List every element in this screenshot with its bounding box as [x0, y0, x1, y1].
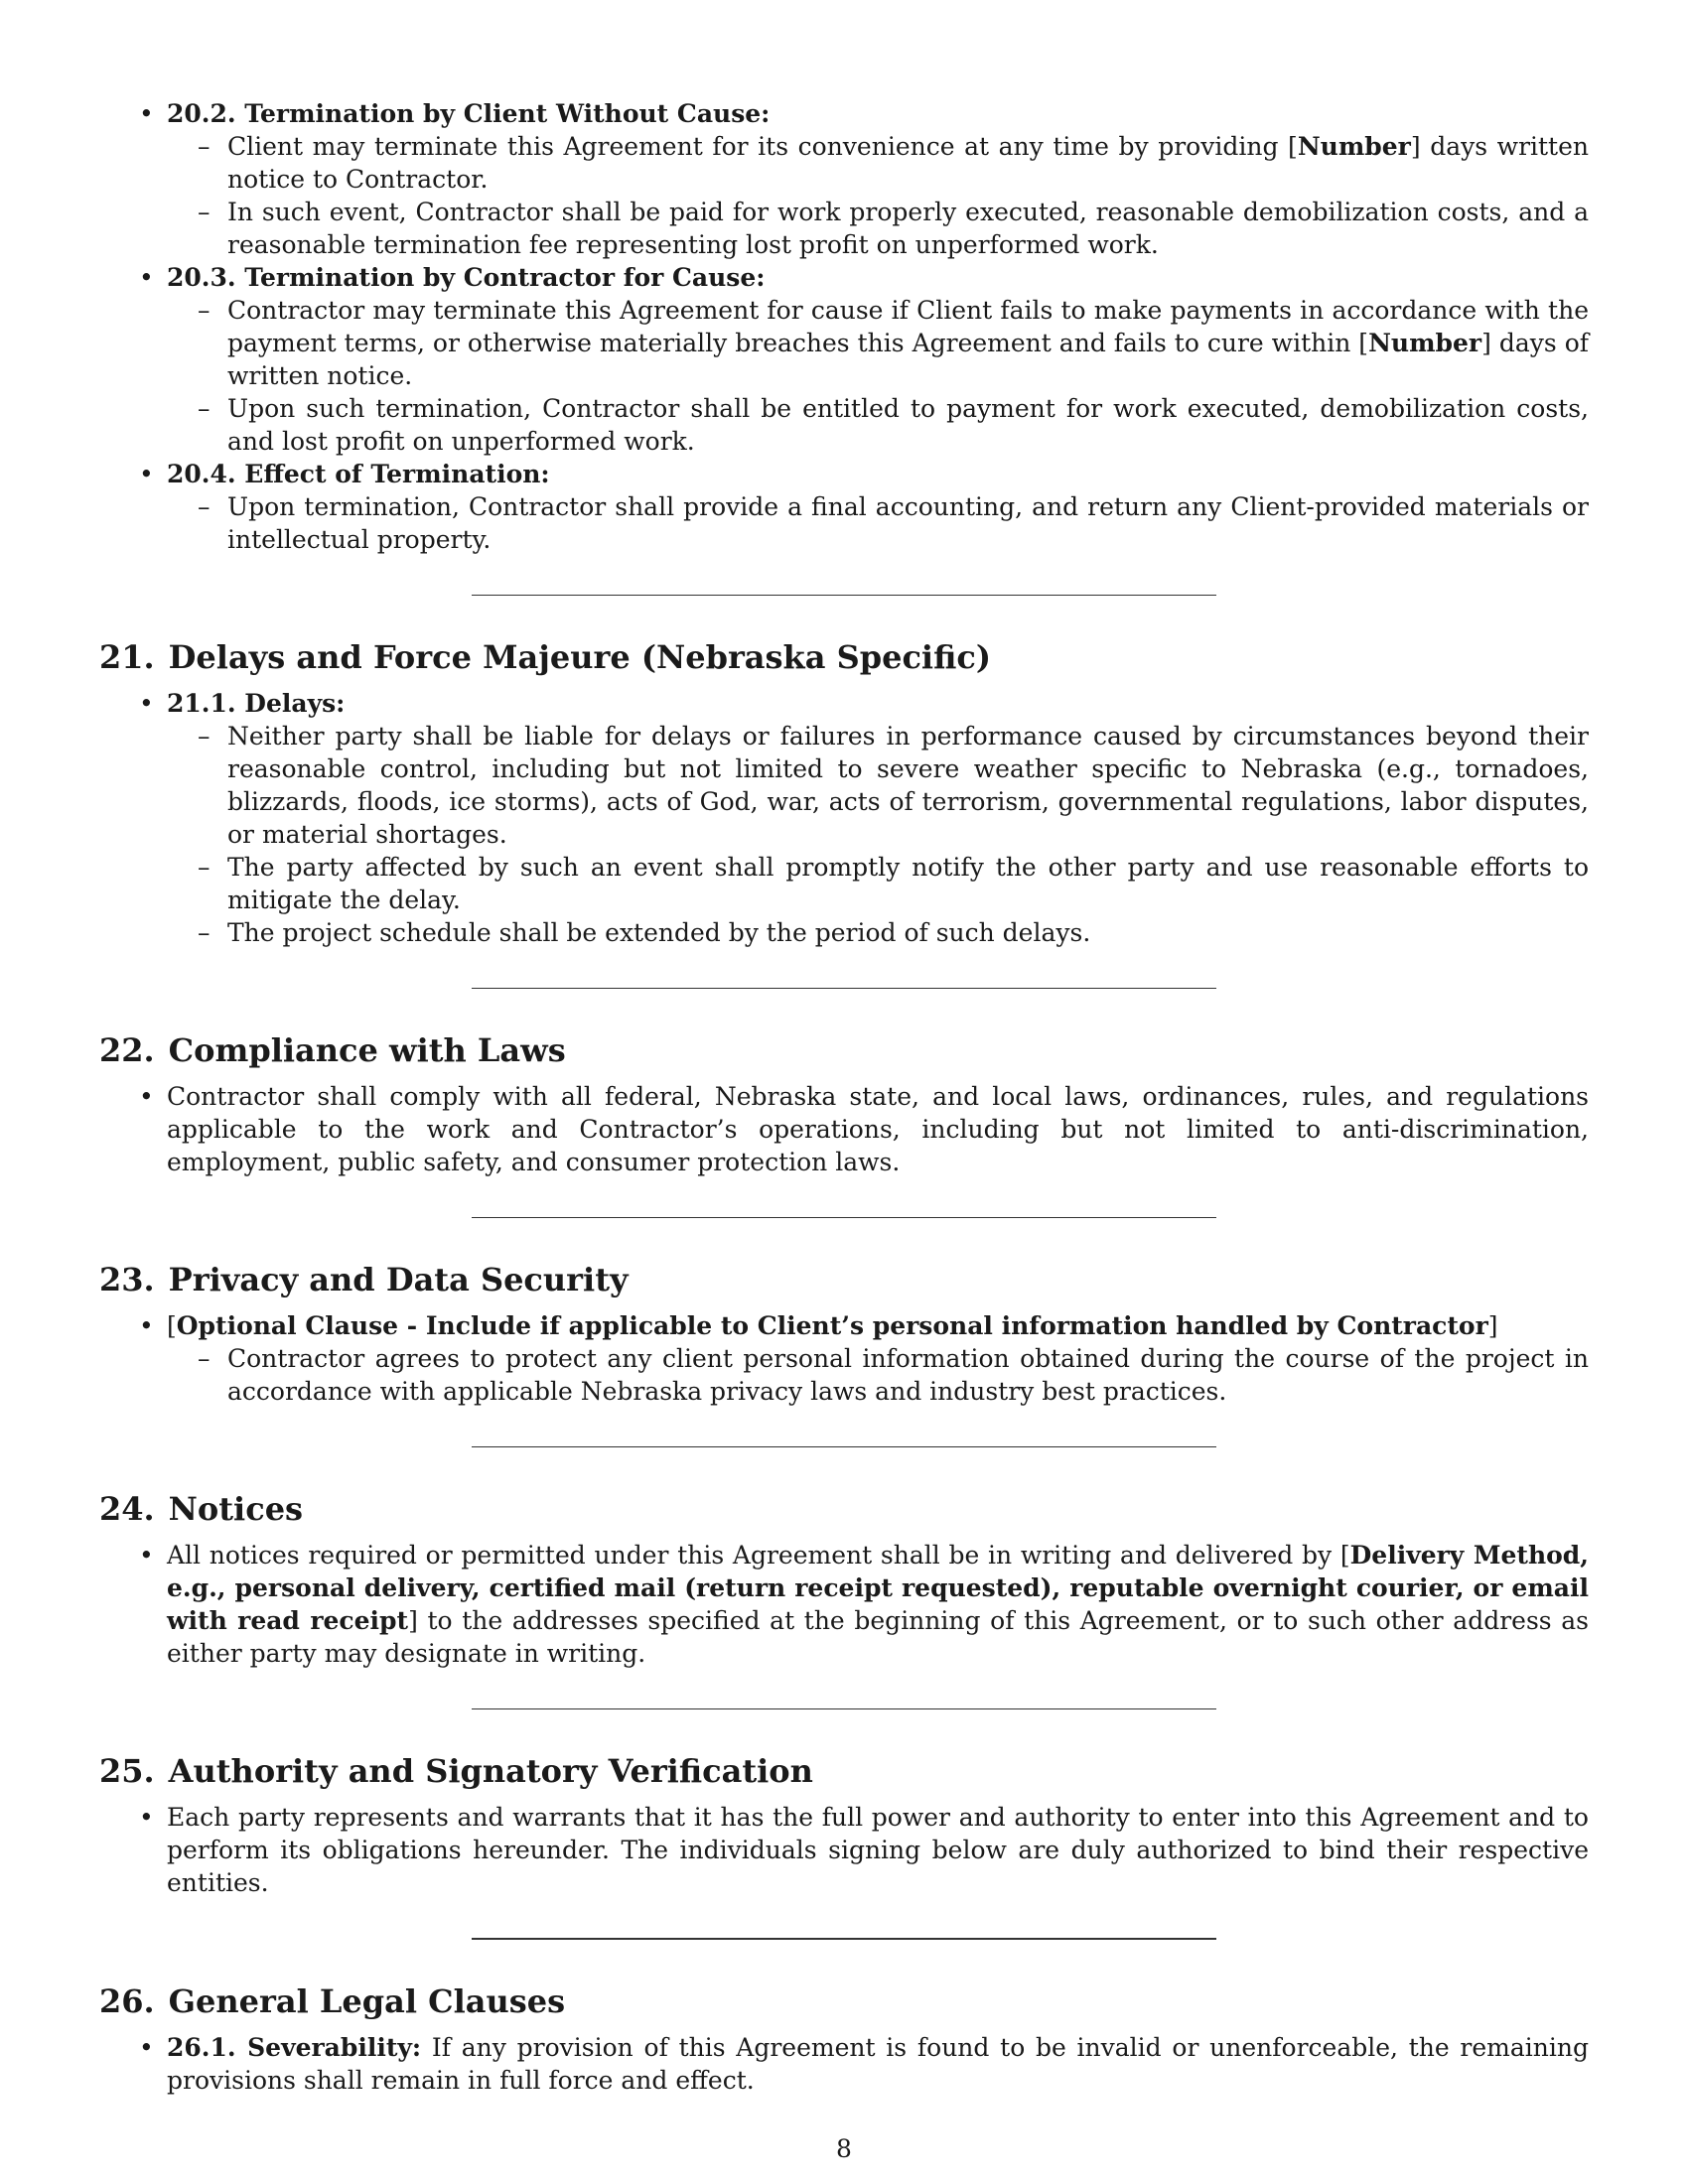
section-divider [472, 1708, 1216, 1709]
section-25-list [99, 1801, 1589, 1899]
section-divider [472, 595, 1216, 596]
clause-20-4-title: 20.4. Effect of Termination: [167, 460, 550, 488]
clause-20-2 [99, 97, 1589, 261]
section-23-list [99, 1309, 1589, 1408]
list-item: – Contractor agrees to protect any client personal information obtained during the course of the project in accordance with applicable Nebraska privacy laws and industry best practices. [167, 1342, 1589, 1408]
list-item: – In such event, Contractor shall be paid for work properly executed, reasonable demobilization costs, and a reasonable termination fee representing lost profit on unperformed work. [167, 196, 1589, 261]
clause-20-2-title: 20.2. Termination by Client Without Cause: [167, 99, 771, 128]
section-heading-22: 22. Compliance with Laws [99, 1031, 566, 1069]
section-divider [472, 1938, 1216, 1940]
section-heading-25: 25. Authority and Signatory Verification [99, 1752, 813, 1790]
list-item: • Each party represents and warrants that it has the full power and authority to enter into this Agreement and to perform its obligations hereunder. The individuals signing below are duly authorized to bind their respective entities. [99, 1801, 1589, 1899]
optional-clause-label: Optional Clause - Include if applicable to Client’s personal information handled by Contractor [176, 1311, 1488, 1340]
list-item: • [Optional Clause - Include if applicable to Client’s personal information handled by Contractor] – Contractor agrees to protect any client personal information obtained during the course of the project in accordance with applicable Nebraska privacy laws and industry best practices. [99, 1309, 1589, 1408]
page-number: 8 [836, 2134, 852, 2163]
clause-20-3-title: 20.3. Termination by Contractor for Cause: [167, 263, 766, 292]
section-divider [472, 1446, 1216, 1447]
list-item: – Upon termination, Contractor shall provide a final accounting, and return any Client-provided materials or intellectual property. [167, 490, 1589, 556]
clause-26-1: • 26.1. Severability: If any provision of this Agreement is found to be invalid or unenforceable, the remaining provisions shall remain in full force and effect. [99, 2031, 1589, 2097]
clause-20-3 [99, 261, 1589, 458]
list-item: – The party affected by such an event shall promptly notify the other party and use reasonable efforts to mitigate the delay. [167, 851, 1589, 916]
list-item: • All notices required or permitted under this Agreement shall be in writing and delivered by [Delivery Method, e.g., personal delivery, certified mail (return receipt requested), reputable overnight courier, or email with read receipt] to the addresses specified at the beginning of this Agreement, or to such other address as either party may designate in writing. [99, 1539, 1589, 1670]
clause-20-4 [99, 458, 1589, 556]
list-item: – Neither party shall be liable for delays or failures in performance caused by circumstances beyond their reasonable control, including but not limited to severe weather specific to Nebraska (e.g., tornadoes, blizzards, floods, ice storms), acts of God, war, acts of terrorism, governmental regulations, labor disputes, or material shortages. [167, 720, 1589, 851]
section-divider [472, 988, 1216, 989]
section-21-list [99, 687, 1589, 949]
list-item: – The project schedule shall be extended by the period of such delays. [167, 916, 1589, 949]
document-page [99, 97, 1589, 2097]
section-heading-23: 23. Privacy and Data Security [99, 1261, 629, 1298]
section-24-list [99, 1539, 1589, 1670]
section-26-list [99, 2031, 1589, 2097]
clause-21-1 [99, 687, 1589, 949]
section-heading-24: 24. Notices [99, 1490, 304, 1528]
section-divider [472, 1217, 1216, 1218]
clause-21-1-title: 21.1. Delays: [167, 689, 346, 718]
list-item: – Client may terminate this Agreement for its convenience at any time by providing [Number] days written notice to Contractor. [167, 130, 1589, 196]
list-item: – Contractor may terminate this Agreement for cause if Client fails to make payments in accordance with the payment terms, or otherwise materially breaches this Agreement and fails to cure within [Number] days of written notice. [167, 294, 1589, 392]
section-heading-26: 26. General Legal Clauses [99, 1982, 566, 2020]
delivery-method-placeholder: Delivery Method, e.g., personal delivery, certified mail (return receipt requested), reputable overnight courier, or email with read receipt [167, 1541, 1589, 1635]
section-20-list [99, 97, 1589, 556]
list-item: • Contractor shall comply with all federal, Nebraska state, and local laws, ordinances, rules, and regulations applicable to the work and Contractor’s operations, including but not limited to anti-discrimination, employment, public safety, and consumer protection laws. [99, 1080, 1589, 1178]
section-22-list [99, 1080, 1589, 1178]
list-item: – Upon such termination, Contractor shall be entitled to payment for work executed, demobilization costs, and lost profit on unperformed work. [167, 392, 1589, 458]
section-heading-21: 21. Delays and Force Majeure (Nebraska Specific) [99, 638, 991, 676]
